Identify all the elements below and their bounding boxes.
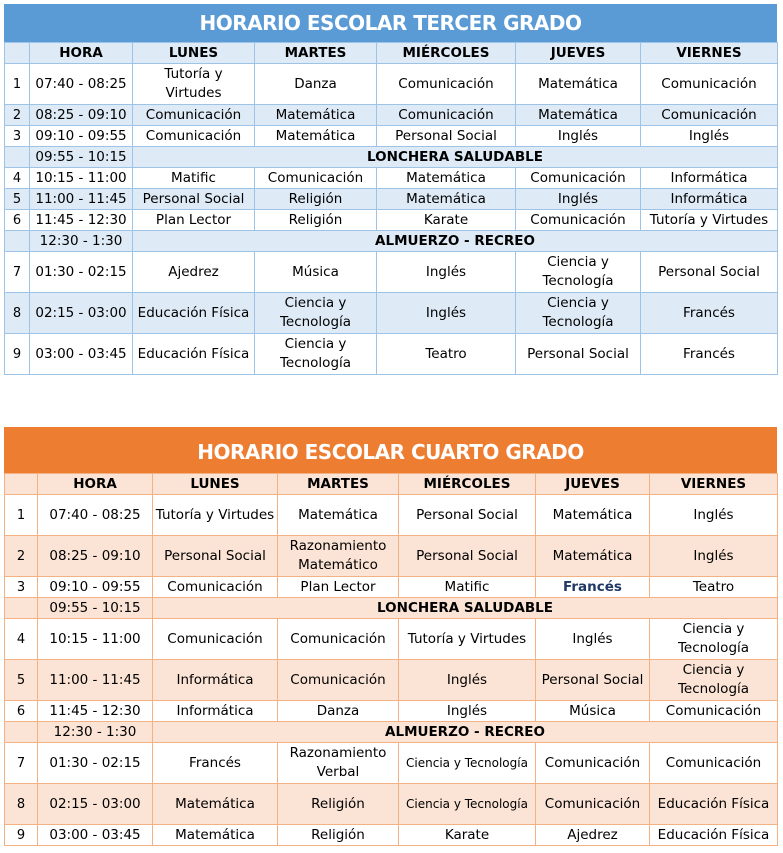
subject-cell: Teatro [650,577,778,598]
schedule-third-grade [4,4,777,375]
period-row [5,577,778,598]
period-time: 08:25 - 09:10 [30,105,133,126]
period-time: 12:30 - 1:30 [30,231,133,252]
period-row [5,210,778,231]
schedule-table [4,473,778,846]
period-number: 8 [5,784,38,825]
subject-cell: Música [536,701,650,722]
subject-cell: Francés [153,743,278,784]
subject-cell: Personal Social [133,189,255,210]
schedule-title: HORARIO ESCOLAR TERCER GRADO [4,4,777,42]
period-row [5,64,778,105]
column-header: LUNES [133,43,255,64]
period-row [5,126,778,147]
subject-cell: Comunicación [536,743,650,784]
period-time: 09:10 - 09:55 [30,126,133,147]
subject-cell: Karate [399,825,536,846]
subject-cell: Inglés [516,126,641,147]
column-header: MIÉRCOLES [399,474,536,495]
subject-cell: Danza [255,64,377,105]
schedule-title: HORARIO ESCOLAR CUARTO GRADO [4,427,777,473]
period-time: 09:10 - 09:55 [38,577,153,598]
period-number: 1 [5,64,30,105]
period-time: 07:40 - 08:25 [30,64,133,105]
period-time: 09:55 - 10:15 [30,147,133,168]
subject-cell: Ciencia y Tecnología [650,660,778,701]
subject-cell: Matific [399,577,536,598]
subject-cell: Francés [641,334,778,375]
column-header: MARTES [278,474,399,495]
period-row [5,784,778,825]
subject-cell: Razonamiento Matemático [278,536,399,577]
period-row [5,825,778,846]
subject-cell: Inglés [650,495,778,536]
subject-cell: Educación Física [133,334,255,375]
period-time: 10:15 - 11:00 [38,619,153,660]
column-header: HORA [30,43,133,64]
subject-cell: Ciencia y Tecnología [399,784,536,825]
subject-cell: Matemática [153,825,278,846]
subject-cell: Francés [536,577,650,598]
subject-cell: Personal Social [377,126,516,147]
period-row [5,189,778,210]
subject-cell: Informática [153,660,278,701]
subject-cell: Tutoría y Virtudes [399,619,536,660]
subject-cell: Ciencia y Tecnología [516,293,641,334]
subject-cell: Inglés [650,536,778,577]
subject-cell: Ciencia y Tecnología [255,293,377,334]
subject-cell: Tutoría y Virtudes [641,210,778,231]
subject-cell: Inglés [399,660,536,701]
period-number [5,722,38,743]
column-header: HORA [38,474,153,495]
subject-cell: Comunicación [278,619,399,660]
break-label: ALMUERZO - RECREO [153,722,778,743]
subject-cell: Comunicación [377,105,516,126]
subject-cell: Matemática [516,64,641,105]
subject-cell: Religión [255,189,377,210]
break-row [5,722,778,743]
header-corner [5,43,30,64]
schedule-table [4,42,778,375]
column-header: MARTES [255,43,377,64]
break-row [5,598,778,619]
subject-cell: Informática [153,701,278,722]
subject-cell: Personal Social [641,252,778,293]
period-number: 6 [5,210,30,231]
column-header: MIÉRCOLES [377,43,516,64]
period-time: 11:45 - 12:30 [30,210,133,231]
column-header: JUEVES [516,43,641,64]
subject-cell: Comunicación [133,126,255,147]
period-row [5,252,778,293]
subject-cell: Matemática [377,168,516,189]
header-corner [5,474,38,495]
period-number: 2 [5,105,30,126]
period-number: 3 [5,126,30,147]
subject-cell: Inglés [536,619,650,660]
subject-cell: Ciencia y Tecnología [650,619,778,660]
period-row [5,660,778,701]
period-row [5,619,778,660]
subject-cell: Karate [377,210,516,231]
period-number [5,231,30,252]
subject-cell: Matemática [278,495,399,536]
subject-cell: Matific [133,168,255,189]
subject-cell: Religión [278,784,399,825]
subject-cell: Inglés [399,701,536,722]
period-time: 03:00 - 03:45 [38,825,153,846]
period-number [5,598,38,619]
period-number: 5 [5,189,30,210]
subject-cell: Personal Social [153,536,278,577]
subject-cell: Matemática [536,536,650,577]
period-time: 11:45 - 12:30 [38,701,153,722]
period-row [5,105,778,126]
subject-cell: Ajedrez [133,252,255,293]
break-label: LONCHERA SALUDABLE [133,147,778,168]
period-number: 2 [5,536,38,577]
subject-cell: Personal Social [399,536,536,577]
period-number [5,147,30,168]
subject-cell: Matemática [255,105,377,126]
subject-cell: Religión [278,825,399,846]
period-time: 03:00 - 03:45 [30,334,133,375]
subject-cell: Comunicación [278,660,399,701]
period-row [5,495,778,536]
period-row [5,536,778,577]
header-row [5,474,778,495]
subject-cell: Matemática [516,105,641,126]
period-time: 02:15 - 03:00 [30,293,133,334]
break-label: LONCHERA SALUDABLE [153,598,778,619]
header-row [5,43,778,64]
subject-cell: Educación Física [133,293,255,334]
period-time: 02:15 - 03:00 [38,784,153,825]
subject-cell: Educación Física [650,825,778,846]
period-number: 9 [5,825,38,846]
subject-cell: Informática [641,168,778,189]
period-time: 11:00 - 11:45 [30,189,133,210]
schedule-fourth-grade [4,427,777,846]
subject-cell: Comunicación [516,168,641,189]
subject-cell: Teatro [377,334,516,375]
column-header: JUEVES [536,474,650,495]
subject-cell: Comunicación [377,64,516,105]
subject-cell: Inglés [377,252,516,293]
period-row [5,168,778,189]
subject-cell: Comunicación [255,168,377,189]
subject-cell: Matemática [536,495,650,536]
subject-cell: Informática [641,189,778,210]
subject-cell: Personal Social [536,660,650,701]
subject-cell: Ciencia y Tecnología [516,252,641,293]
subject-cell: Matemática [255,126,377,147]
period-row [5,701,778,722]
period-number: 1 [5,495,38,536]
subject-cell: Danza [278,701,399,722]
subject-cell: Educación Física [650,784,778,825]
period-number: 3 [5,577,38,598]
period-row [5,743,778,784]
subject-cell: Comunicación [641,105,778,126]
period-number: 6 [5,701,38,722]
subject-cell: Inglés [377,293,516,334]
subject-cell: Inglés [641,126,778,147]
subject-cell: Ciencia y Tecnología [255,334,377,375]
period-number: 4 [5,168,30,189]
break-row [5,147,778,168]
subject-cell: Religión [255,210,377,231]
subject-cell: Matemática [377,189,516,210]
subject-cell: Plan Lector [133,210,255,231]
subject-cell: Ciencia y Tecnología [399,743,536,784]
break-label: ALMUERZO - RECREO [133,231,778,252]
column-header: VIERNES [650,474,778,495]
period-time: 12:30 - 1:30 [38,722,153,743]
period-number: 9 [5,334,30,375]
period-time: 07:40 - 08:25 [38,495,153,536]
period-time: 08:25 - 09:10 [38,536,153,577]
period-row [5,293,778,334]
period-time: 11:00 - 11:45 [38,660,153,701]
period-time: 09:55 - 10:15 [38,598,153,619]
period-time: 01:30 - 02:15 [30,252,133,293]
break-row [5,231,778,252]
subject-cell: Comunicación [516,210,641,231]
subject-cell: Comunicación [153,619,278,660]
subject-cell: Música [255,252,377,293]
period-time: 01:30 - 02:15 [38,743,153,784]
subject-cell: Comunicación [153,577,278,598]
subject-cell: Inglés [516,189,641,210]
subject-cell: Tutoría y Virtudes [133,64,255,105]
subject-cell: Razonamiento Verbal [278,743,399,784]
subject-cell: Personal Social [399,495,536,536]
subject-cell: Plan Lector [278,577,399,598]
subject-cell: Francés [641,293,778,334]
column-header: VIERNES [641,43,778,64]
subject-cell: Personal Social [516,334,641,375]
subject-cell: Comunicación [650,701,778,722]
subject-cell: Comunicación [133,105,255,126]
period-number: 7 [5,252,30,293]
subject-cell: Comunicación [650,743,778,784]
period-number: 4 [5,619,38,660]
column-header: LUNES [153,474,278,495]
period-number: 7 [5,743,38,784]
period-number: 8 [5,293,30,334]
period-row [5,334,778,375]
subject-cell: Ajedrez [536,825,650,846]
subject-cell: Comunicación [641,64,778,105]
period-time: 10:15 - 11:00 [30,168,133,189]
subject-cell: Comunicación [536,784,650,825]
subject-cell: Tutoría y Virtudes [153,495,278,536]
period-number: 5 [5,660,38,701]
subject-cell: Matemática [153,784,278,825]
